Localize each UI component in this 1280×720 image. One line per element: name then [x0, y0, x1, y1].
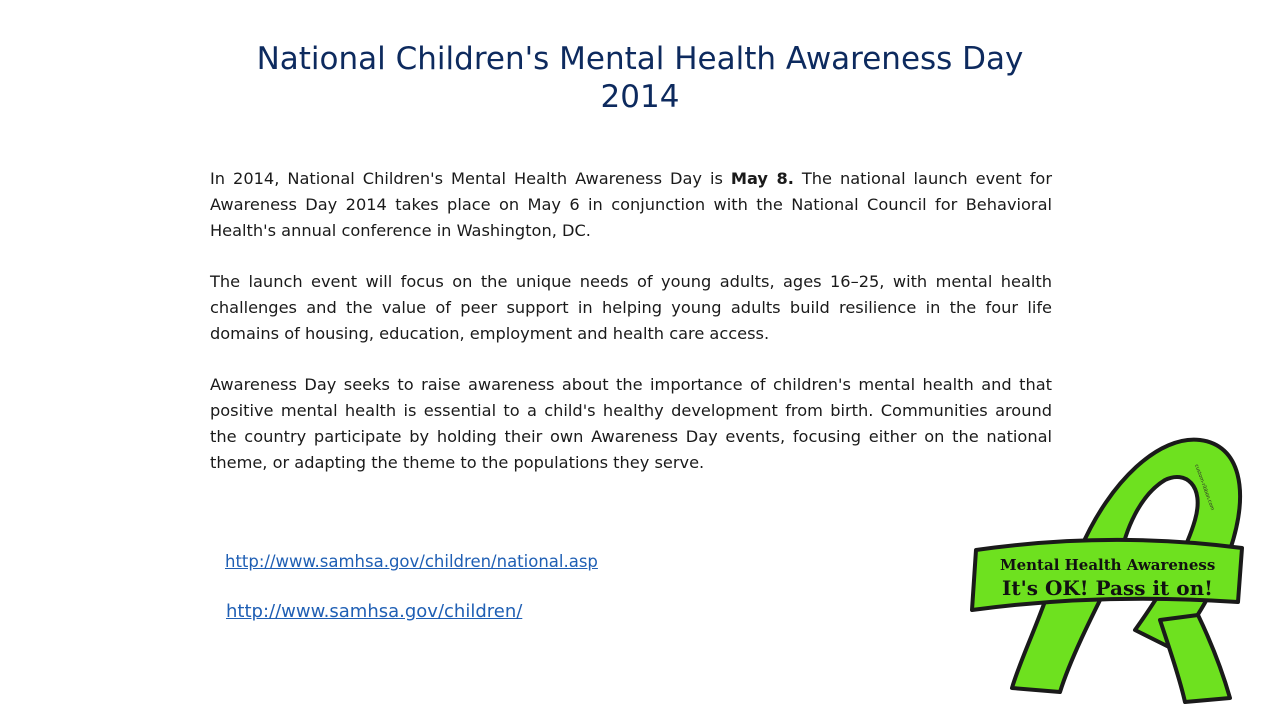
slide-title	[160, 40, 1120, 116]
awareness-ribbon-image	[960, 420, 1280, 720]
ribbon-watermark: custom-ribbon.com	[1193, 463, 1216, 512]
paragraph-1-text-a: In 2014, National Children's Mental Health Awareness Day is	[210, 169, 731, 188]
paragraph-launch-focus: The launch event will focus on the unique needs of young adults, ages 16–25, with mental health challenges and the value of peer support in helping young adults build resilience in the four life domains of housing, education, employment and health care access.	[210, 272, 1052, 343]
ribbon-text-line-2: It's OK! Pass it on!	[1002, 576, 1213, 600]
paragraph-1-text-b: The national launch event for Awareness Day 2014 takes place on May 6 in conjunction with the National Council for Behavioral Health's annual conference in Washington, DC.	[210, 169, 1052, 240]
samhsa-national-link[interactable]: http://www.samhsa.gov/children/national.asp	[225, 552, 598, 571]
title-line-1: National Children's Mental Health Awareness Day	[256, 41, 1024, 77]
body-text	[210, 166, 1052, 501]
title-line-2: 2014	[600, 79, 680, 115]
ribbon-text-line-1: Mental Health Awareness	[1000, 556, 1216, 574]
samhsa-children-link[interactable]: http://www.samhsa.gov/children/	[226, 601, 523, 622]
ribbon-right-tail	[1160, 615, 1230, 702]
paragraph-launch-date	[210, 166, 1052, 243]
paragraph-awareness-purpose: Awareness Day seeks to raise awareness about the importance of children's mental health and that positive mental health is essential to a child's healthy development from birth. Communities around the country participate by holding their own Awareness Day events, focusing either on the national theme, or adapting the theme to the populations they serve.	[210, 375, 1052, 472]
awareness-day-date: May 8.	[730, 169, 794, 188]
